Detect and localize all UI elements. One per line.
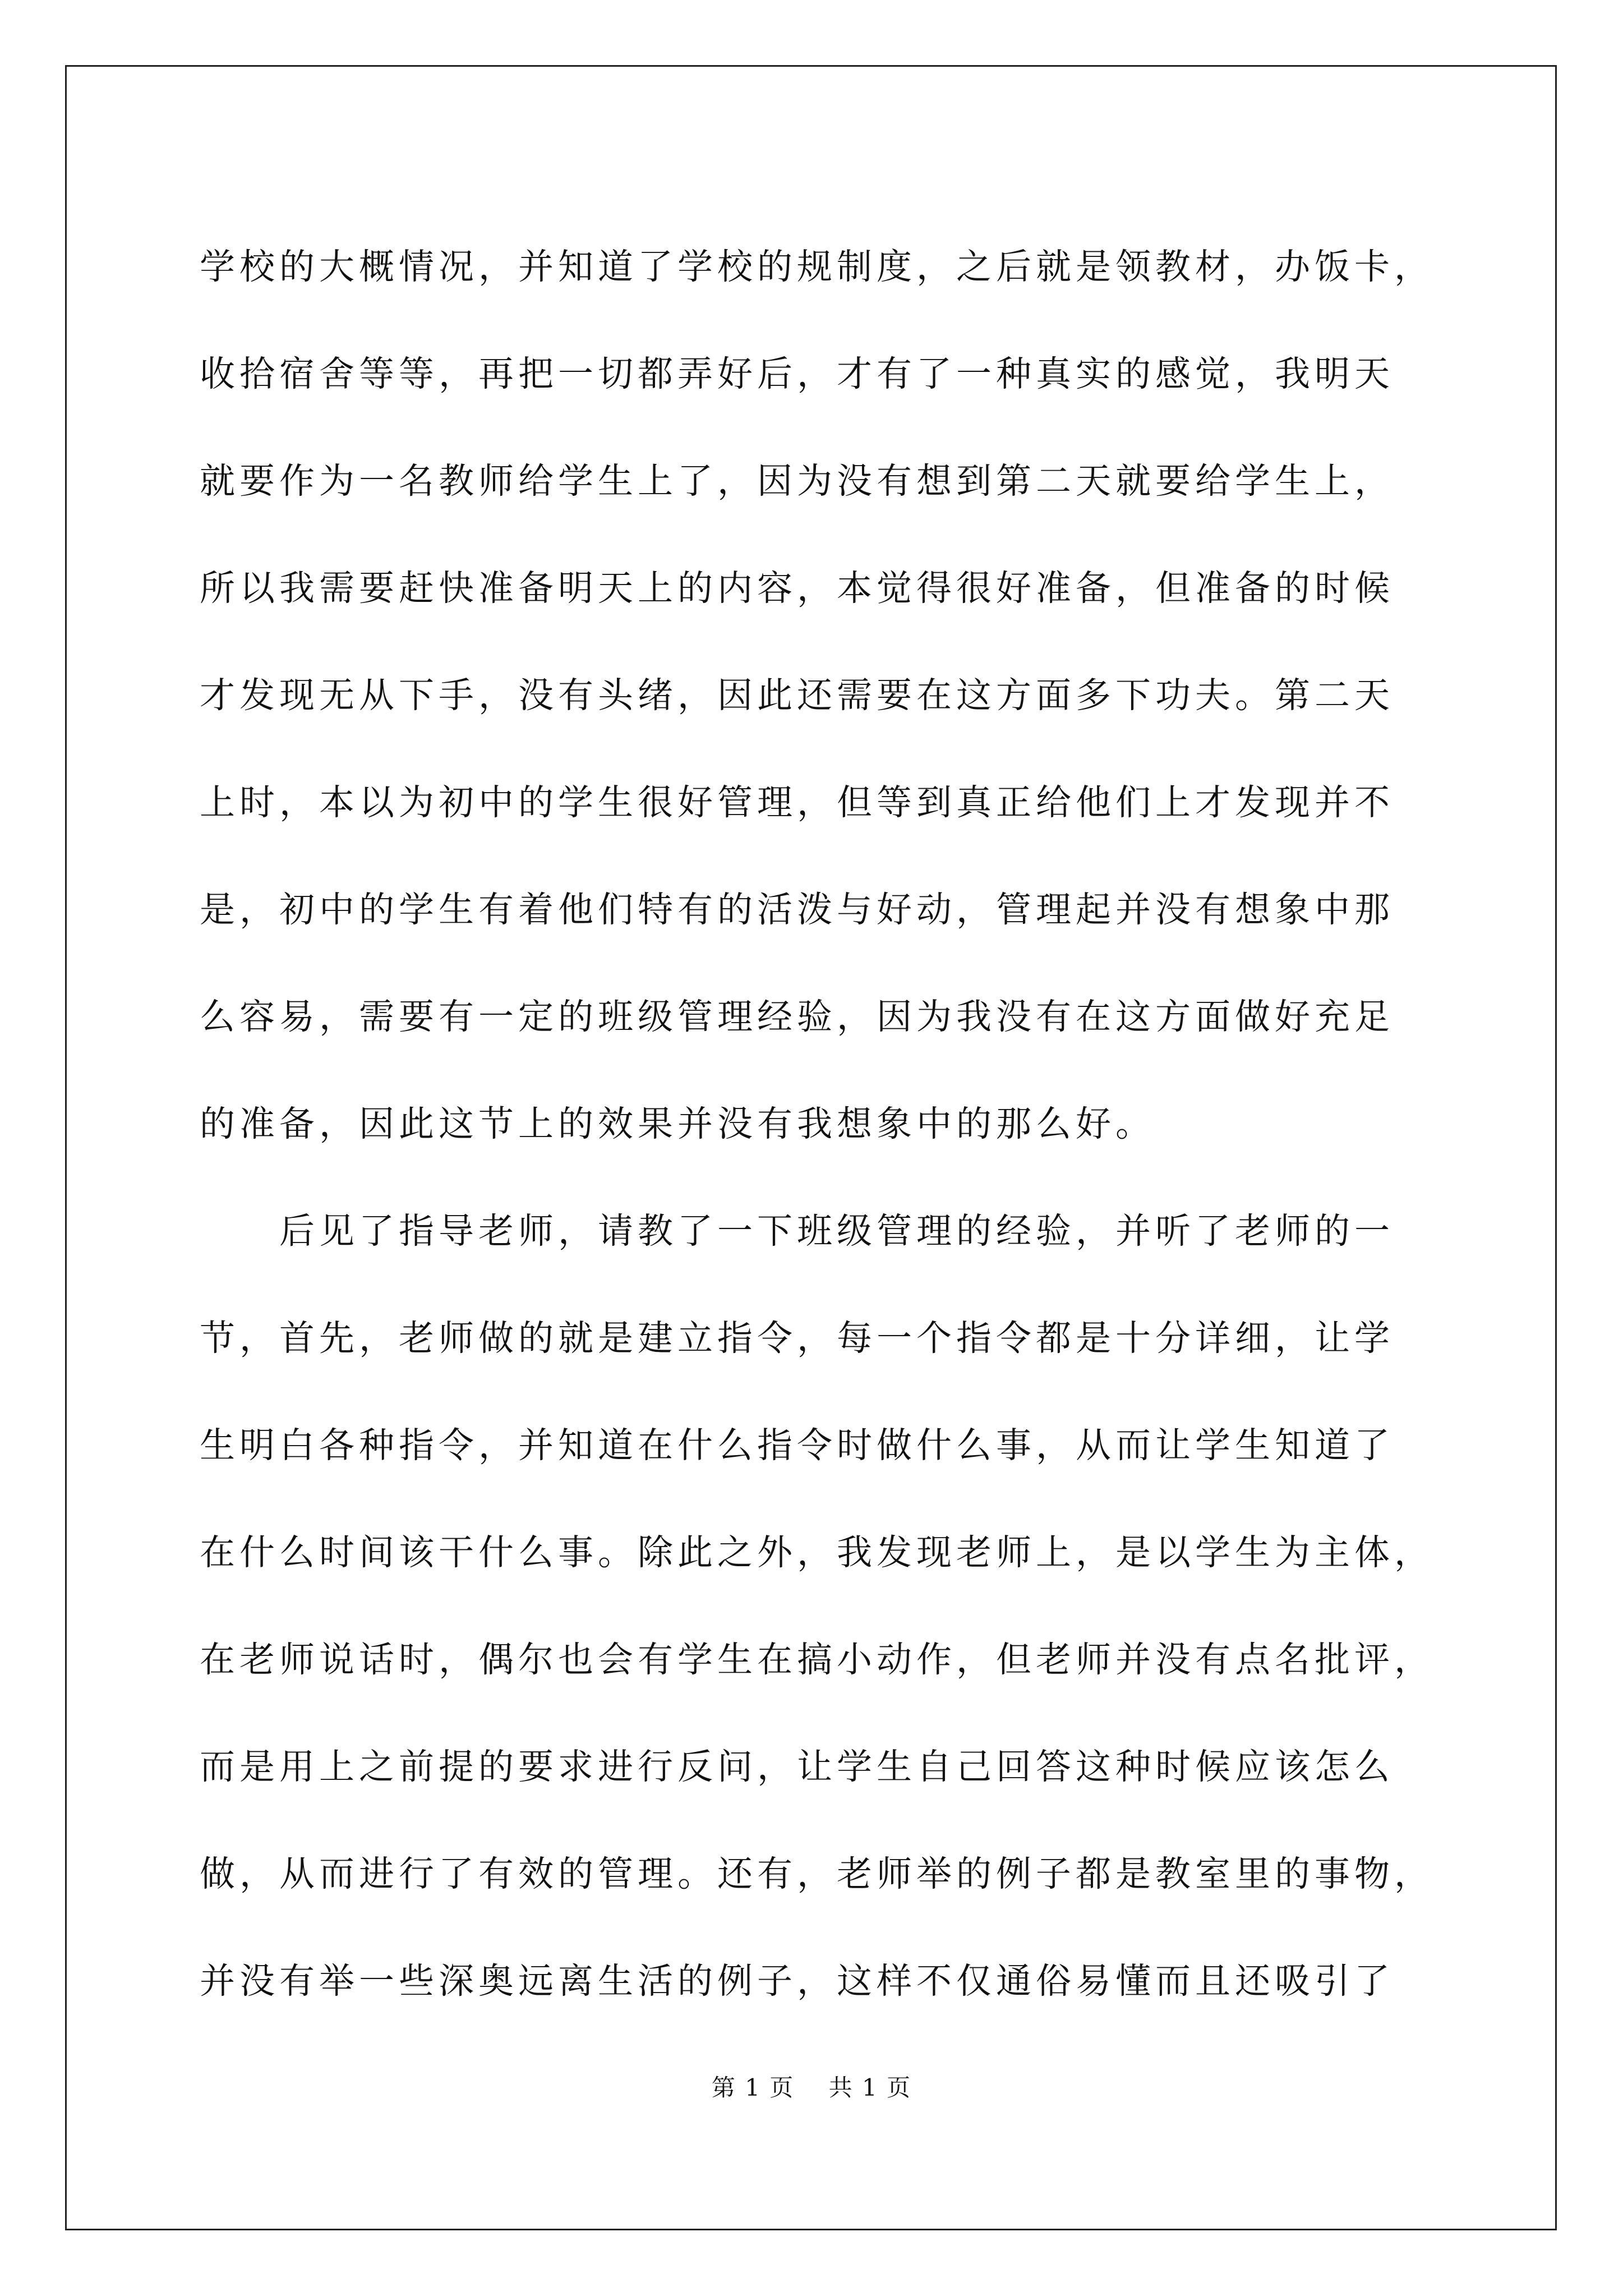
text-line: 就要作为一名教师给学生上了，因为没有想到第二天就要给学生上，: [200, 461, 1394, 501]
page-number-total: 共 1 页: [828, 2074, 912, 2101]
page-number-current: 第 1 页: [711, 2074, 795, 2101]
page-footer: [0, 2071, 1623, 2105]
text-line: 是，初中的学生有着他们特有的活泼与好动，管理起并没有想象中那: [200, 889, 1394, 930]
text-line: 么容易，需要有一定的班级管理经验，因为我没有在这方面做好充足: [200, 996, 1394, 1037]
text-line: 做，从而进行了有效的管理。还有，老师举的例子都是教室里的事物，: [200, 1853, 1434, 1894]
text-line: 并没有举一些深奥远离生活的例子，这样不仅通俗易懂而且还吸引了: [200, 1961, 1394, 2001]
document-body: [200, 213, 1433, 2035]
text-line: 的准备，因此这节上的效果并没有我想象中的那么好。: [200, 1103, 1155, 1144]
text-line: 在什么时间该干什么事。除此之外，我发现老师上，是以学生为主体，: [200, 1532, 1434, 1573]
text-line: 所以我需要赶快准备明天上的内容，本觉得很好准备，但准备的时候: [200, 568, 1394, 609]
text-line: 生明白各种指令，并知道在什么指令时做什么事，从而让学生知道了: [200, 1425, 1394, 1466]
text-line: 上时，本以为初中的学生很好管理，但等到真正给他们上才发现并不: [200, 782, 1394, 823]
text-line: 才发现无从下手，没有头绪，因此还需要在这方面多下功夫。第二天: [200, 675, 1394, 716]
paragraph-start-line: 后见了指导老师，请教了一下班级管理的经验，并听了老师的一: [279, 1211, 1394, 1251]
text-line: 在老师说话时，偶尔也会有学生在搞小动作，但老师并没有点名批评，: [200, 1639, 1434, 1680]
text-line: 节，首先，老师做的就是建立指令，每一个指令都是十分详细，让学: [200, 1318, 1394, 1359]
text-line: 学校的大概情况，并知道了学校的规制度，之后就是领教材，办饭卡，: [200, 246, 1434, 287]
text-line: 而是用上之前提的要求进行反问，让学生自己回答这种时候应该怎么: [200, 1746, 1394, 1787]
text-line: 收拾宿舍等等，再把一切都弄好后，才有了一种真实的感觉，我明天: [200, 353, 1394, 394]
